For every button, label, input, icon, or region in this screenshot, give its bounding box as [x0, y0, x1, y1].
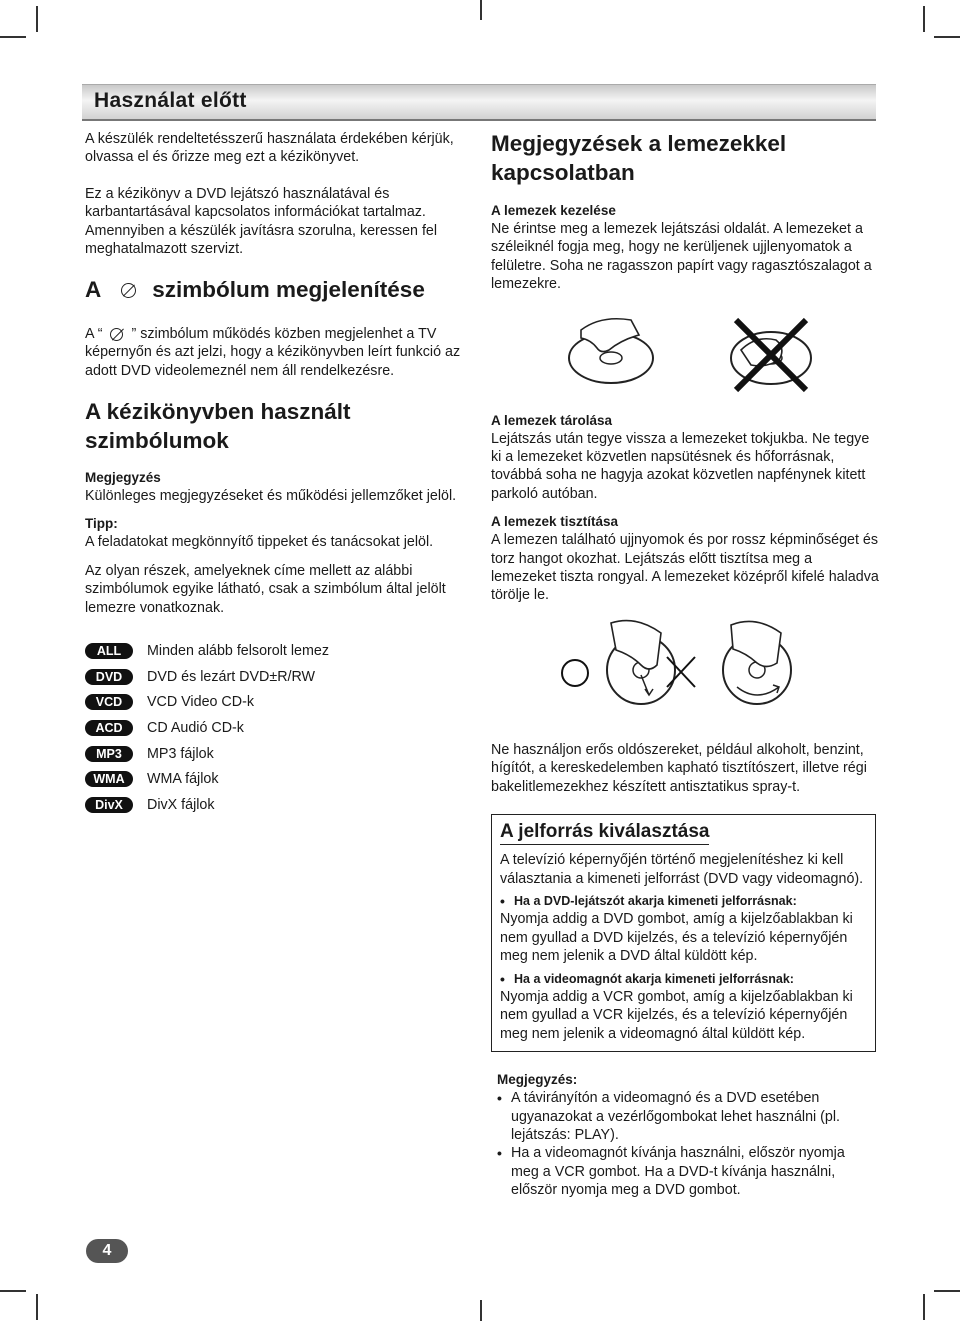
cleaning-title: A lemezek tisztítása	[491, 514, 619, 530]
tip-text: A feladatokat megkönnyítő tippeket és tanácsokat jelöl.	[85, 533, 434, 550]
page-title: Használat előtt	[94, 89, 247, 112]
list-item	[85, 767, 470, 793]
notes-title: Megjegyzés:	[497, 1072, 578, 1088]
list-item	[85, 741, 470, 767]
symbol-heading-pre: A	[85, 277, 102, 303]
correct-cleaning-icon	[562, 620, 675, 703]
list-item	[85, 638, 470, 664]
cleaning-text: A lemezen található ujjnyomok és por rossz képminőséget és torz hangot okozhat. Lejátszás előtt tisztítsa meg a lemezeket tiszta rongyal. A lemezeket középről kifelé haladva törölje le.	[491, 532, 879, 604]
source-select-intro: A televízió képernyőjén történő megjelenítéshez ki kell választania a kimeneti jelforrást (DVD vagy videomagnó).	[500, 852, 864, 887]
badge-label: Minden alább felsorolt lemez	[147, 643, 329, 660]
intro-paragraph-2: Ez a kézikönyv a DVD lejátszó használatával és karbantartásával kapcsolatos információkat tartalmaz. Amennyiben a készülék javításra szorulna, keressen fel meghatalmazott szervizt.	[85, 185, 438, 258]
list-item: • Ha a DVD-lejátszót akarja kimeneti jelforrásnak:	[500, 892, 797, 909]
list-item	[85, 664, 470, 690]
note-text: Különleges megjegyzéseket és működési jellemzőket jelöl.	[85, 488, 457, 505]
list-item: • Ha a videomagnót akarja kimeneti jelforrásnak:	[500, 970, 794, 987]
prohibited-icon	[110, 328, 123, 341]
crop-mark	[923, 1294, 925, 1320]
list-item: • A távirányítón a videomagnó és a DVD esetében ugyanazokat a vezérlőgombokat lehet használni (pl. lejátszás: PLAY).	[497, 1089, 881, 1144]
disc-handling-illustration	[561, 310, 861, 400]
note-label: Megjegyzés	[85, 470, 161, 486]
badge-label: CD Audió CD-k	[147, 720, 244, 737]
symbol-paragraph	[85, 325, 470, 380]
disc-badge: VCD	[85, 694, 133, 710]
list-item	[85, 792, 470, 818]
crop-mark	[923, 6, 925, 32]
source-select-title: A jelforrás kiválasztása	[500, 821, 709, 845]
disc-cleaning-illustration	[561, 615, 811, 725]
disc-badge: ALL	[85, 643, 133, 659]
note-item: Ha a videomagnót kívánja használni, először nyomja meg a VCR gombot. Ha a DVD-t kívánja használni, először nyomja meg a DVD gombot.	[511, 1145, 845, 1199]
storage-text: Lejátszás után tegye vissza a lemezeket tokjukba. Ne tegye ki a lemezeket közvetlen napsütésnek és hőforrásnak, továbbá soha ne hagyja azokat közvetlen napfénynek kitett parkoló autóban.	[491, 430, 870, 502]
disc-badge-list	[85, 638, 470, 818]
wrong-hold-disc-icon	[731, 320, 811, 390]
page-number: 4	[86, 1239, 128, 1263]
symbol-text-pre: A “	[85, 325, 103, 342]
badge-label: WMA fájlok	[147, 771, 219, 788]
disc-badge: DVD	[85, 669, 133, 685]
correct-hold-disc-icon	[569, 318, 653, 382]
badge-label: DivX fájlok	[147, 797, 215, 814]
disc-badge: MP3	[85, 746, 133, 762]
handling-text: Ne érintse meg a lemezek lejátszási oldalát. A lemezeket a széleiknél fogja meg, hogy ne kerüljenek ujjlenyomatok a felületre. Soha ne ragasszon papírt vagy ragasztószalagot a lemezekre.	[491, 221, 872, 293]
crop-mark	[934, 36, 960, 38]
storage-title: A lemezek tárolása	[491, 412, 613, 428]
crop-mark	[0, 1290, 26, 1292]
list-item	[85, 690, 470, 716]
solvent-text: Ne használjon erős oldószereket, például alkoholt, benzint, hígítót, a kereskedelemben kapható tisztítószert, illetve régi bakelitlemezekhez készített antisztatikus spray-t.	[491, 741, 867, 795]
prohibited-icon	[121, 283, 136, 298]
crop-mark	[934, 1290, 960, 1292]
symbol-heading-post: szimbólum megjelenítése	[152, 277, 425, 303]
badge-label: DVD és lezárt DVD±R/RW	[147, 668, 316, 685]
vcr-source-text: Nyomja addig a VCR gombot, amíg a kijelzőablakban ki nem gyullad a VCR kijelzés, és a televízió képernyőjén meg nem jelenik a videomagnó által küldött kép.	[500, 988, 853, 1042]
dvd-source-text: Nyomja addig a DVD gombot, amíg a kijelzőablakban ki nem gyullad a DVD kijelzés, és a televízió képernyőjén meg nem jelenik a DVD által küldött kép.	[500, 911, 853, 965]
crop-mark	[36, 1294, 38, 1320]
source-select-box	[491, 814, 876, 1052]
handling-title: A lemezek kezelése	[491, 203, 616, 218]
disc-notes-heading: Megjegyzések a lemezekkel kapcsolatban	[491, 131, 787, 185]
list-item	[85, 715, 470, 741]
crop-mark	[36, 6, 38, 32]
symbol-text-post: ” szimbólum működés közben megjelenhet a TV képernyőn és azt jelzi, hogy a kézikönyvben leírt funkció az adott DVD videolemeznél nem áll rendelkezésre.	[85, 325, 461, 379]
list-item: • Ha a videomagnót kívánja használni, először nyomja meg a VCR gombot. Ha a DVD-t kívánja használni, először nyomja meg a DVD gombot.	[497, 1144, 881, 1199]
intro-paragraph: A készülék rendeltetésszerű használata érdekében kérjük, olvassa el és őrizze meg ezt a kézikönyvet.	[85, 131, 454, 166]
crop-mark	[0, 36, 26, 38]
left-column	[85, 130, 470, 818]
disc-badge: DivX	[85, 797, 133, 813]
badge-label: VCD Video CD-k	[147, 694, 254, 711]
crop-mark	[480, 1300, 482, 1321]
dvd-source-title: Ha a DVD-lejátszót akarja kimeneti jelforrásnak:	[514, 893, 797, 908]
disc-badge: WMA	[85, 771, 133, 787]
vcr-source-title: Ha a videomagnót akarja kimeneti jelforrásnak:	[514, 971, 794, 986]
wrong-cleaning-icon	[667, 621, 791, 704]
symbol-heading	[85, 276, 470, 305]
tip-label: Tipp:	[85, 515, 118, 531]
sections-paragraph: Az olyan részek, amelyeknek címe mellett az alábbi szimbólumok egyike látható, csak a szimbólum által jelölt lemezre vonatkoznak.	[85, 562, 446, 616]
section-header-bar	[82, 84, 876, 121]
disc-badge: ACD	[85, 720, 133, 736]
right-column	[491, 130, 881, 1200]
crop-mark	[480, 0, 482, 20]
symbols-heading: A kézikönyvben használt szimbólumok	[85, 399, 351, 453]
badge-label: MP3 fájlok	[147, 745, 214, 762]
note-item: A távirányítón a videomagnó és a DVD esetében ugyanazokat a vezérlőgombokat lehet használni (pl. lejátszás: PLAY).	[511, 1090, 841, 1143]
